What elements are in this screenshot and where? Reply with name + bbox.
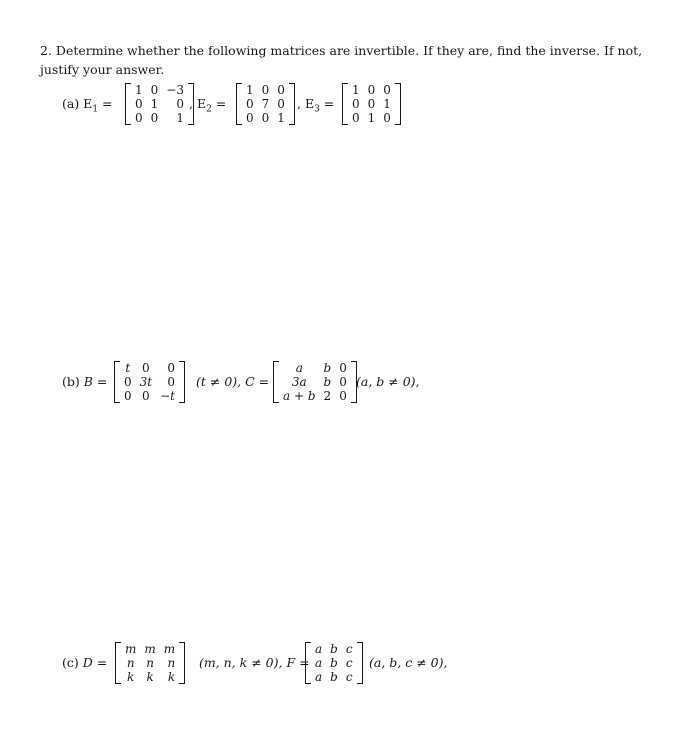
matrix-e3 (342, 83, 401, 125)
matrix-entry: n (146, 656, 154, 670)
e2-label: , $E_2$ = (189, 96, 227, 115)
matrix-table (131, 83, 188, 125)
right-bracket (395, 83, 401, 125)
matrix-entry: 1 (135, 83, 143, 97)
matrix-entry: 0 (167, 361, 175, 375)
left-bracket (125, 83, 131, 125)
matrix-entry: c (345, 656, 353, 670)
matrix-entry: 0 (142, 361, 150, 375)
matrix-entry: 0 (150, 111, 159, 125)
e3-label: , $E_3$ = (297, 96, 335, 115)
matrix-table (242, 83, 289, 125)
right-bracket (357, 642, 363, 684)
matrix-entry: 0 (367, 97, 376, 111)
matrix-entry: 0 (339, 375, 347, 389)
matrix-entry: 0 (246, 111, 254, 125)
matrix-entry: 0 (124, 389, 132, 403)
matrix-row (279, 361, 351, 375)
matrix-entry: m (163, 642, 176, 656)
matrix-entry: 1 (277, 111, 285, 125)
matrix-row (131, 83, 188, 97)
matrix-row (120, 361, 179, 375)
left-bracket (115, 642, 121, 684)
matrix-entry: c (345, 642, 353, 656)
matrix-entry: 0 (167, 375, 175, 389)
matrix-entry: 3a (291, 375, 307, 389)
left-bracket (236, 83, 242, 125)
matrix-entry: 0 (339, 389, 347, 403)
matrix-entry: k (167, 670, 176, 684)
matrix-entry: 0 (261, 111, 270, 125)
matrix-entry: 1 (352, 83, 360, 97)
matrix-entry: 0 (352, 111, 360, 125)
matrix-row (348, 97, 395, 111)
problem-number: 2. (40, 43, 52, 58)
matrix-row (120, 375, 179, 389)
d-condition: (m, n, k ≠ 0), F = (199, 655, 310, 670)
matrix-table (120, 361, 179, 403)
matrix-c (273, 361, 357, 403)
matrix-e2 (236, 83, 295, 125)
matrix-entry: 0 (246, 97, 254, 111)
matrix-entry: n (126, 656, 135, 670)
part-a-label: (a) $E_1$ = (62, 96, 113, 115)
matrix-e1 (125, 83, 194, 125)
right-bracket (289, 83, 295, 125)
matrix-entry: 1 (176, 111, 184, 125)
matrix-entry: b (330, 656, 338, 670)
matrix-row (120, 389, 179, 403)
b-condition: (t ≠ 0), C = (196, 374, 270, 389)
matrix-entry: b (330, 670, 338, 684)
left-bracket (114, 361, 120, 403)
problem-statement (40, 41, 680, 79)
matrix-entry: t (125, 361, 131, 375)
matrix-d (115, 642, 185, 684)
matrix-entry: 0 (135, 111, 143, 125)
matrix-row (121, 656, 179, 670)
matrix-table (348, 83, 395, 125)
matrix-row (279, 389, 351, 403)
matrix-entry: 1 (150, 97, 159, 111)
problem-text: Determine whether the following matrices are invertible. If they are, find the inverse. If not, justify your answer. (40, 43, 643, 77)
matrix-table (121, 642, 179, 684)
matrix-row (131, 111, 188, 125)
matrix-row (279, 375, 351, 389)
matrix-entry: 0 (339, 361, 347, 375)
matrix-entry: n (167, 656, 176, 670)
matrix-entry: m (144, 642, 156, 656)
matrix-entry: 0 (367, 83, 376, 97)
matrix-entry: c (345, 670, 353, 684)
matrix-entry: 0 (135, 97, 143, 111)
matrix-row (121, 670, 179, 684)
f-condition: (a, b, c ≠ 0), (369, 655, 448, 670)
matrix-entry: 0 (150, 83, 159, 97)
matrix-entry: 0 (142, 389, 150, 403)
matrix-entry: 2 (323, 389, 332, 403)
matrix-entry: 0 (277, 83, 285, 97)
matrix-row (121, 642, 179, 656)
matrix-entry: 7 (261, 97, 270, 111)
part-c-label: (c) D = (62, 655, 108, 670)
matrix-entry: 0 (352, 97, 360, 111)
matrix-row (348, 111, 395, 125)
left-bracket (273, 361, 279, 403)
matrix-row (348, 83, 395, 97)
matrix-table (311, 642, 357, 684)
matrix-entry: a + b (283, 389, 316, 403)
matrix-row (311, 642, 357, 656)
matrix-f (305, 642, 363, 684)
matrix-entry: −t (160, 389, 175, 403)
matrix-row (242, 83, 289, 97)
matrix-entry: a (295, 361, 303, 375)
matrix-entry: m (125, 642, 137, 656)
matrix-entry: k (146, 670, 154, 684)
matrix-entry: k (127, 670, 135, 684)
matrix-entry: 3t (139, 375, 153, 389)
right-bracket (179, 642, 185, 684)
matrix-entry: 0 (261, 83, 270, 97)
matrix-entry: a (315, 670, 323, 684)
left-bracket (342, 83, 348, 125)
matrix-entry: 0 (277, 97, 285, 111)
matrix-entry: a (315, 642, 323, 656)
matrix-row (242, 97, 289, 111)
matrix-b (114, 361, 185, 403)
matrix-entry: 0 (124, 375, 132, 389)
matrix-row (242, 111, 289, 125)
matrix-row (131, 97, 188, 111)
matrix-entry: 1 (367, 111, 376, 125)
left-bracket (305, 642, 311, 684)
matrix-entry: b (323, 375, 332, 389)
matrix-entry: 0 (176, 97, 184, 111)
matrix-row (311, 670, 357, 684)
matrix-entry: 1 (246, 83, 254, 97)
matrix-entry: b (330, 642, 338, 656)
c-condition: (a, b ≠ 0), (356, 374, 420, 389)
part-b-label: (b) B = (62, 374, 108, 389)
matrix-entry: a (315, 656, 323, 670)
matrix-entry: b (323, 361, 332, 375)
right-bracket (179, 361, 185, 403)
matrix-entry: 0 (383, 111, 391, 125)
matrix-entry: 0 (383, 83, 391, 97)
matrix-entry: −3 (166, 83, 184, 97)
matrix-table (279, 361, 351, 403)
matrix-row (311, 656, 357, 670)
matrix-entry: 1 (383, 97, 391, 111)
